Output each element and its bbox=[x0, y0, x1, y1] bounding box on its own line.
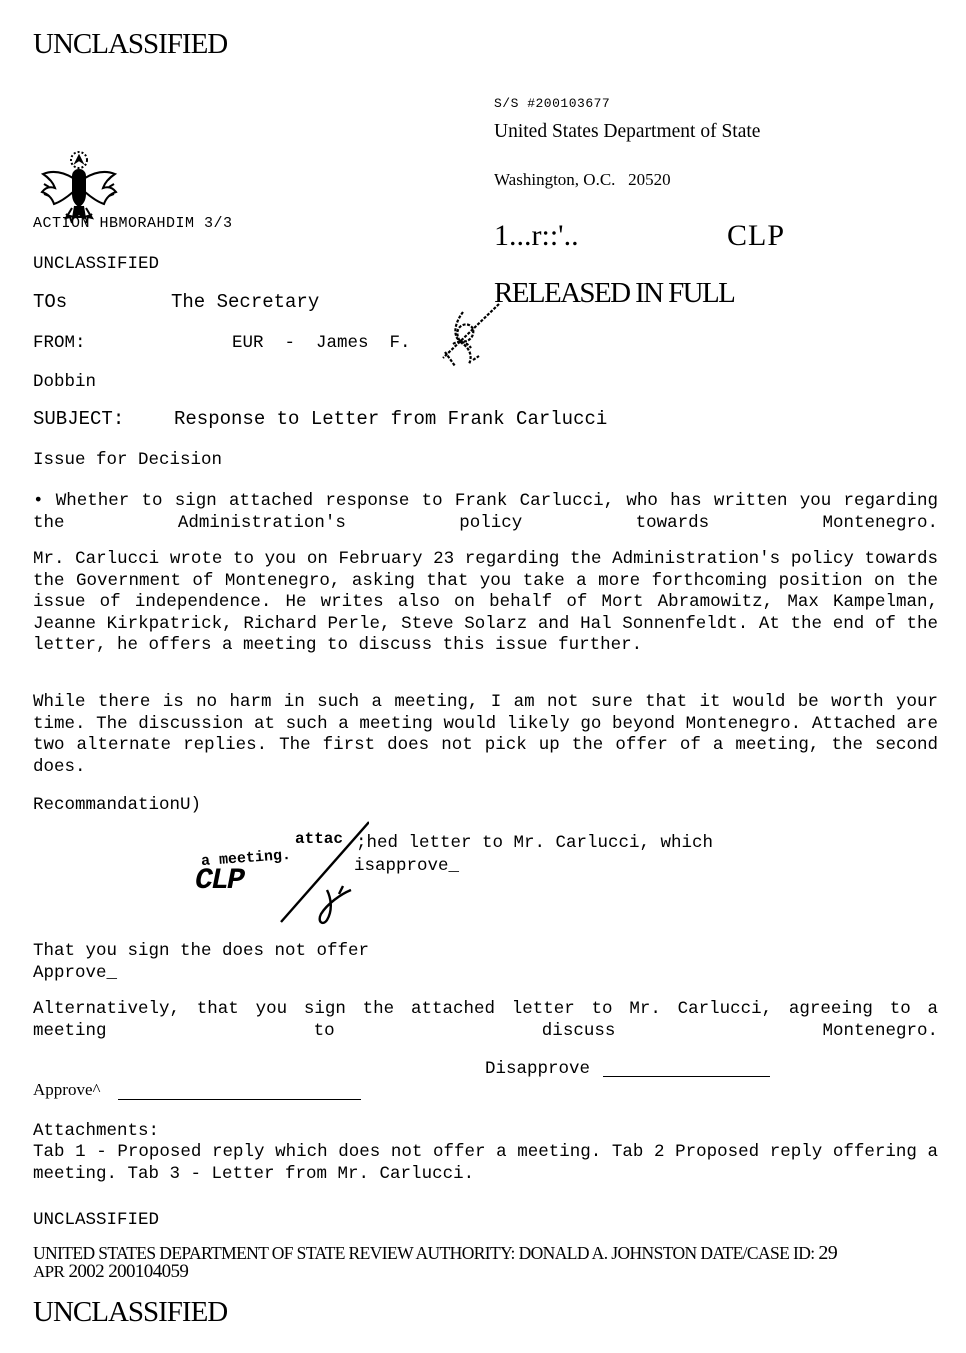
recommendation-1-line-2: isapprove_ bbox=[354, 856, 460, 876]
review-day: 29 bbox=[818, 1242, 838, 1264]
attachments-heading: Attachments: bbox=[33, 1121, 160, 1141]
from-continuation: Dobbin bbox=[33, 372, 97, 392]
paragraph-2: While there is no harm in such a meeting, I am not sure that it would be worth your time. The discussion at such a meeting would likely go beyond Montenegro. Attached are two alternate replies. The first does not pick up the offer of a meeting, the second does. bbox=[33, 692, 938, 777]
great-seal-icon bbox=[30, 130, 112, 210]
signature-slash-icon bbox=[193, 800, 353, 912]
recommendation-heading: RecommandationU) bbox=[33, 795, 202, 815]
scribble-text: attac bbox=[295, 830, 344, 848]
stamp-code: 1...r::'.. bbox=[494, 219, 579, 252]
scribble-meeting: a meeting. bbox=[200, 846, 292, 871]
issue-bullet: • Whether to sign attached response to Frank Carlucci, who has written you regarding the Administration's policy towards Montenegro. bbox=[33, 491, 938, 533]
memo-classification-bottom: UNCLASSIFIED bbox=[33, 1210, 160, 1230]
classification-footer: UNCLASSIFIED bbox=[33, 1296, 228, 1328]
classification-top: UNCLASSIFIED bbox=[33, 28, 228, 60]
disapprove-line bbox=[603, 1076, 770, 1077]
stamp-clp: CLP bbox=[727, 219, 786, 252]
to-label: TOs bbox=[33, 291, 68, 313]
to-value: The Secretary bbox=[171, 291, 320, 313]
action-line: ACTION HBMORAHDIM 3/3 bbox=[33, 215, 233, 232]
from-value: EUR - James F. bbox=[232, 333, 411, 353]
scribble-clp: CLP bbox=[195, 864, 244, 898]
memo-classification: UNCLASSIFIED bbox=[33, 254, 160, 274]
approve-label: Approve^ bbox=[33, 1080, 101, 1099]
review-case-id: 2002 200104059 bbox=[68, 1261, 189, 1282]
recommendation-3: Alternatively, that you sign the attached letter to Mr. Carlucci, agreeing to a meeting to discuss Montenegro. bbox=[33, 999, 938, 1041]
subject-label: SUBJECT: bbox=[33, 408, 125, 430]
review-month: APR bbox=[33, 1262, 65, 1281]
recommendation-1-line-1: ;hed letter to Mr. Carlucci, which bbox=[356, 833, 714, 853]
disapprove-label: Disapprove bbox=[485, 1059, 591, 1079]
scribble-block bbox=[193, 800, 353, 912]
release-stamp: RELEASED IN FULL bbox=[494, 277, 735, 309]
department-name: United States Department of State bbox=[494, 121, 761, 142]
recommendation-2-line-1: That you sign the does not offer bbox=[33, 941, 370, 961]
approve-line bbox=[118, 1099, 361, 1100]
attachments-text: Tab 1 - Proposed reply which does not offer a meeting. Tab 2 Proposed reply offering a meeting. Tab 3 - Letter from Mr. Carlucci. bbox=[33, 1142, 938, 1184]
from-label: FROM: bbox=[33, 333, 86, 353]
recommendation-2-line-2: Approve_ bbox=[33, 963, 118, 983]
review-date-line bbox=[33, 1261, 188, 1283]
department-address: Washington, O.C. 20520 bbox=[494, 170, 671, 189]
subject-value: Response to Letter from Frank Carlucci bbox=[174, 408, 608, 430]
issue-heading: Issue for Decision bbox=[33, 450, 223, 470]
ss-number: S/S #200103677 bbox=[494, 96, 611, 111]
review-authority-text: UNITED STATES DEPARTMENT OF STATE REVIEW AUTHORITY: DONALD A. JOHNSTON DATE/CASE ID: bbox=[33, 1243, 815, 1263]
paragraph-1: Mr. Carlucci wrote to you on February 23 regarding the Administration's policy towards the Government of Montenegro, asking that you take a more forthcoming position on the issue of independence. He writes also on behalf of Mort Abramowitz, Max Kampelman, Jeanne Kirkpatrick, Richard Perle, Steve Solarz and Hal Sonnenfeldt. At the end of the letter, he offers a meeting to discuss this issue further. bbox=[33, 549, 938, 655]
handwritten-initials-icon bbox=[425, 282, 495, 354]
